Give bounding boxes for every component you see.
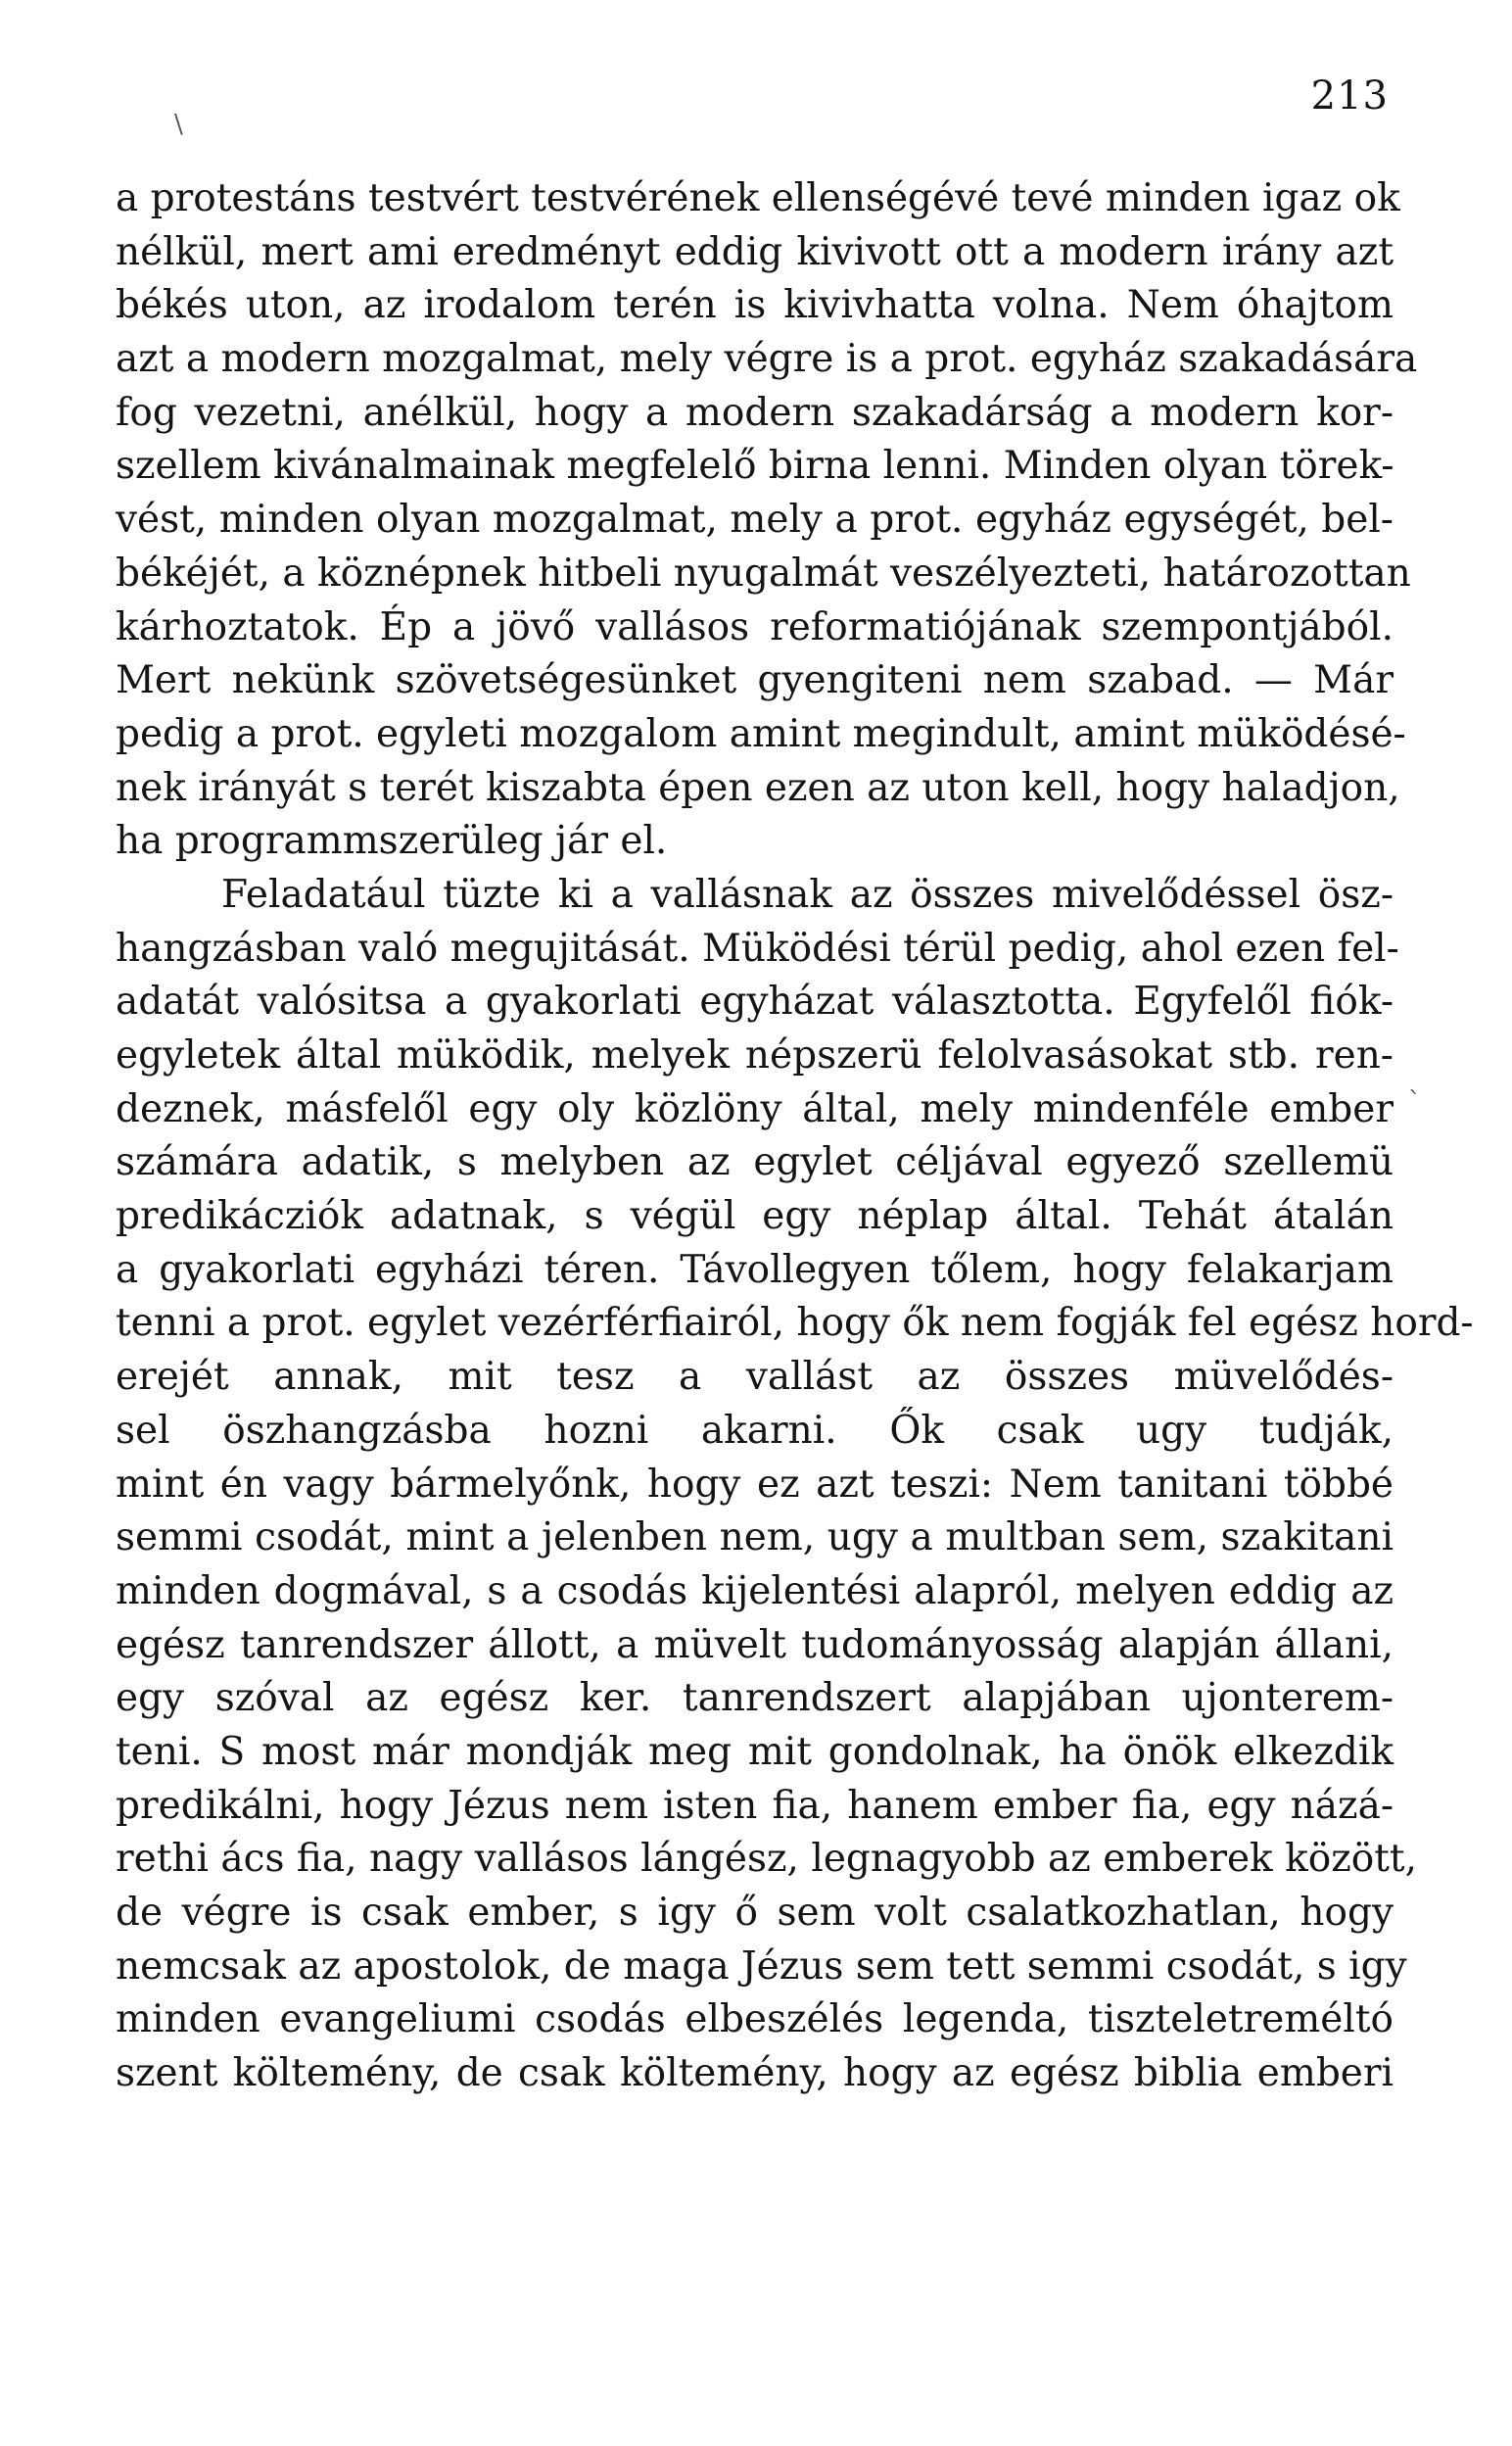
text-line: számára adatik, s melyben az egylet céljával egyező szellemü — [116, 1140, 1394, 1185]
text-line: ha programmszerüleg jár el. — [116, 819, 668, 864]
text-line: nemcsak az apostolok, de maga Jézus sem tett semmi csodát, s igy — [116, 1943, 1407, 1989]
text-line: deznek, másfelől egy oly közlöny által, mely mindenféle ember — [116, 1086, 1394, 1131]
text-line: mint én vagy bármelyőnk, hogy ez azt teszi: Nem tanitani többé — [116, 1462, 1394, 1507]
text-line: teni. S most már mondják meg mit gondolnak, ha önök elkezdik — [116, 1729, 1394, 1774]
text-line: fog vezetni, anélkül, hogy a modern szakadárság a modern kor- — [116, 390, 1394, 435]
text-line: vést, minden olyan mozgalmat, mely a prot. egyház egységét, bel- — [116, 498, 1394, 543]
text-line: nélkül, mert ami eredményt eddig kivivott ott a modern irány azt — [116, 229, 1394, 274]
text-line: békés uton, az irodalom terén is kivivhatta volna. Nem óhajtom — [116, 283, 1394, 328]
text-line: békéjét, a köznépnek hitbeli nyugalmát veszélyezteti, határozottan — [116, 551, 1411, 596]
text-line: szent költemény, de csak költemény, hogy az egész biblia emberi — [116, 2051, 1394, 2096]
text-line: Mert nekünk szövetségesünket gyengiteni nem szabad. — Már — [116, 658, 1394, 703]
margin-mark-top: \ — [174, 110, 183, 139]
text-line: kárhoztatok. Ép a jövő vallásos reformatiójának szempontjából. — [116, 604, 1394, 649]
text-line: szellem kivánalmainak megfelelő birna lenni. Minden olyan törek- — [116, 444, 1394, 489]
text-line: minden dogmával, s a csodás kijelentési alapról, melyen eddig az — [116, 1568, 1394, 1613]
text-line: a protestáns testvért testvérének ellenségévé tevé minden igaz ok — [116, 176, 1400, 220]
text-line: semmi csodát, mint a jelenben nem, ugy a multban sem, szakitani — [116, 1515, 1394, 1560]
text-line: tenni a prot. egylet vezérférfiairól, hogy ők nem fogják fel egész hord- — [116, 1301, 1474, 1346]
text-line: erejét annak, mit tesz a vallást az összes müvelődés- — [116, 1355, 1394, 1400]
text-line: predikálni, hogy Jézus nem isten fia, hanem ember fia, egy názá- — [116, 1783, 1394, 1828]
text-line: azt a modern mozgalmat, mely végre is a prot. egyház szakadására — [116, 337, 1418, 382]
text-line: egész tanrendszer állott, a müvelt tudományosság alapján állani, — [116, 1622, 1394, 1667]
text-line: sel öszhangzásba hozni akarni. Ők csak ugy tudják, — [116, 1408, 1394, 1453]
text-line: hangzásban való megujitását. Müködési térül pedig, ahol ezen fel- — [116, 926, 1399, 971]
text-line: adatát valósitsa a gyakorlati egyházat választotta. Egyfelől fiók- — [116, 980, 1394, 1025]
text-line: egyletek által müködik, melyek népszerü felolvasásokat stb. ren- — [116, 1033, 1394, 1078]
text-line: minden evangeliumi csodás elbeszélés legenda, tiszteletreméltó — [116, 1997, 1394, 2042]
text-line: de végre is csak ember, s igy ő sem volt csalatkozhatlan, hogy — [116, 1891, 1394, 1935]
paragraph-start-line: Feladatául tüzte ki a vallásnak az összes mivelődéssel ösz- — [221, 872, 1394, 917]
text-line: predikácziók adatnak, s végül egy néplap által. Tehát átalán — [116, 1194, 1394, 1239]
page-number: 213 — [1310, 73, 1389, 119]
text-line: a gyakorlati egyházi téren. Távollegyen tőlem, hogy felakarjam — [116, 1247, 1394, 1292]
text-line: egy szóval az egész ker. tanrendszert alapjában ujonterem- — [116, 1676, 1394, 1721]
text-line: pedig a prot. egyleti mozgalom amint megindult, amint müködésé- — [116, 711, 1406, 756]
margin-mark-right: ` — [1408, 1087, 1421, 1117]
text-line: nek irányát s terét kiszabta épen ezen az uton kell, hogy haladjon, — [116, 765, 1400, 810]
text-line: rethi ács fia, nagy vallásos lángész, legnagyobb az emberek között, — [116, 1837, 1417, 1882]
body-text — [116, 172, 1474, 2101]
